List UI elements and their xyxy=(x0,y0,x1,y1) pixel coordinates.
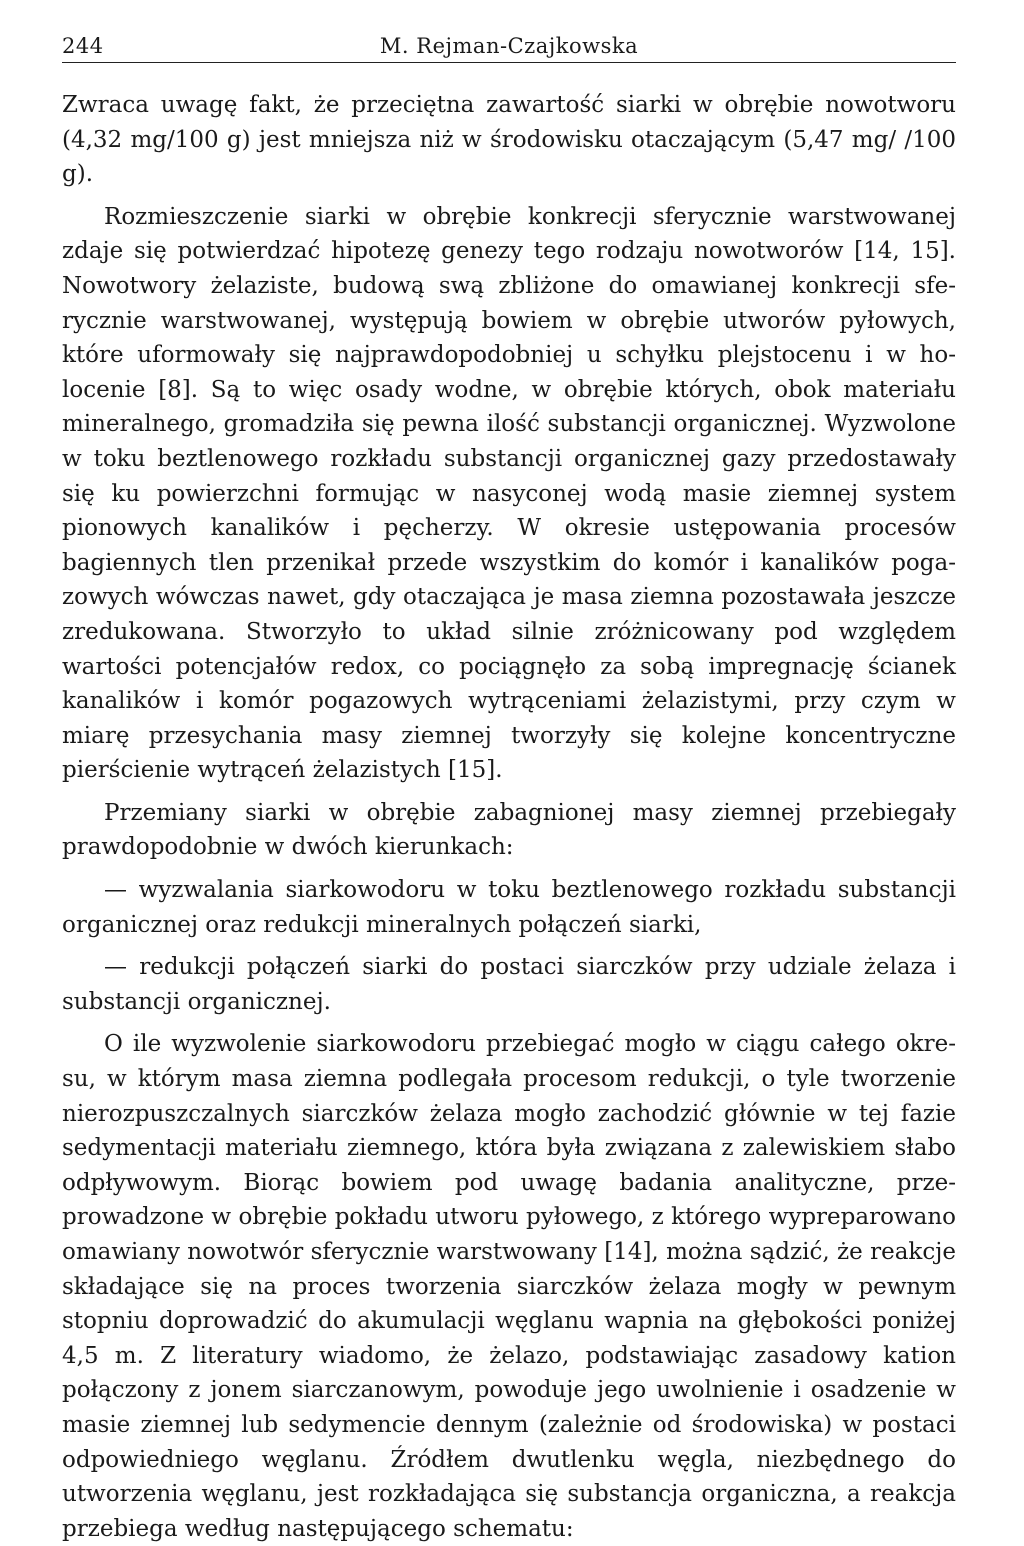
paragraph-carbonate-accumulation: O ile wyzwolenie siarkowodoru przebiegać mogło w ciągu całego okresu, w którym masa ziemna podlegała procesom redukcji, o tyle tworzenie nierozpuszczalnych siarczków żelaza mogło zachodzić głównie w tej fazie sedymentacji materiału ziemnego, która była związana z zalewiskiem słabo odpływowym. Biorąc bowiem pod uwagę badania analityczne, przeprowadzone w obrębie pokładu utworu pyłowego, z którego wypreparowano omawiany nowotwór sferycznie warstwowany [14], można sądzić, że reakcje składające się na proces tworzenia siarczków żelaza mogły w pewnym stopniu doprowadzić do akumulacji węglanu wapnia na głębokości poniżej 4,5 m. Z literatury wiadomo, że żelazo, podstawiając zasadowy kation połączony z jonem siarczanowym, powoduje jego uwolnienie i osadzenie w masie ziemnej lub sedymencie dennym (zależnie od środowiska) w postaci odpowiedniego węglanu. Źródłem dwutlenku węgla, niezbędnego do utworzenia węglanu, jest rozkładająca się substancja organiczna, a reakcja przebiega według następującego schematu: xyxy=(62,1031,956,1542)
paragraph-sulfur-distribution: Rozmieszczenie siarki w obrębie konkrecji sferycznie warstwowanej zdaje się potwierdzać hipotezę genezy tego rodzaju nowotworów [14, 15]. Nowotwory żelaziste, budową swą zbliżone do omawianej konkrecji sferycznie warstwowanej, występują bowiem w obrębie utworów pyłowych, które uformowały się najprawdopodobniej u schyłku plejstocenu i w holocenie [8]. Są to więc osady wodne, w obrębie których, obok materiału mineralnego, gromadziła się pewna ilość substancji organicznej. Wyzwolone w toku beztlenowego rozkładu substancji organicznej gazy przedostawały się ku powierzchni formując w nasyconej wodą masie ziemnej system pionowych kanalików i pęcherzy. W okresie ustępowania procesów bagiennych tlen przenikał przede wszystkim do komór i kanalików pogazowych wówczas nawet, gdy otaczająca je masa ziemna pozostawała jeszcze zredukowana. Stworzyło to układ silnie zróżnicowany pod względem wartości potencjałów redox, co pociągnęło za sobą impregnację ścianek kanalików i komór pogazowych wytrąceniami żelazistymi, przy czym w miarę przesychania masy ziemnej tworzyły się kolejne koncentryczne pierścienie wytrąceń żelazistych [15]. xyxy=(62,203,956,784)
running-head-author: M. Rejman-Czajkowska xyxy=(379,34,639,58)
page-number: 244 xyxy=(62,34,104,58)
page-header xyxy=(62,30,956,63)
paragraph-sulfur-transformations: Przemiany siarki w obrębie zabagnionej masy ziemnej przebiegały prawdopodobnie w dwóch kierunkach: xyxy=(62,799,956,861)
list-item-sulfide-reduction: — redukcji połączeń siarki do postaci siarczków przy udziale żelaza i substancji organicznej. xyxy=(62,954,956,1015)
body-text xyxy=(62,88,956,1546)
paragraph-sulfur-content: Zwraca uwagę fakt, że przeciętna zawartość siarki w obrębie nowotworu (4,32 mg/100 g) jest mniejsza niż w środowisku otaczającym (5,47 mg/ /100 g). xyxy=(62,92,956,188)
list-item-hydrogen-sulfide: — wyzwalania siarkowodoru w toku beztlenowego rozkładu substancji organicznej oraz redukcji mineralnych połączeń siarki, xyxy=(62,877,956,938)
